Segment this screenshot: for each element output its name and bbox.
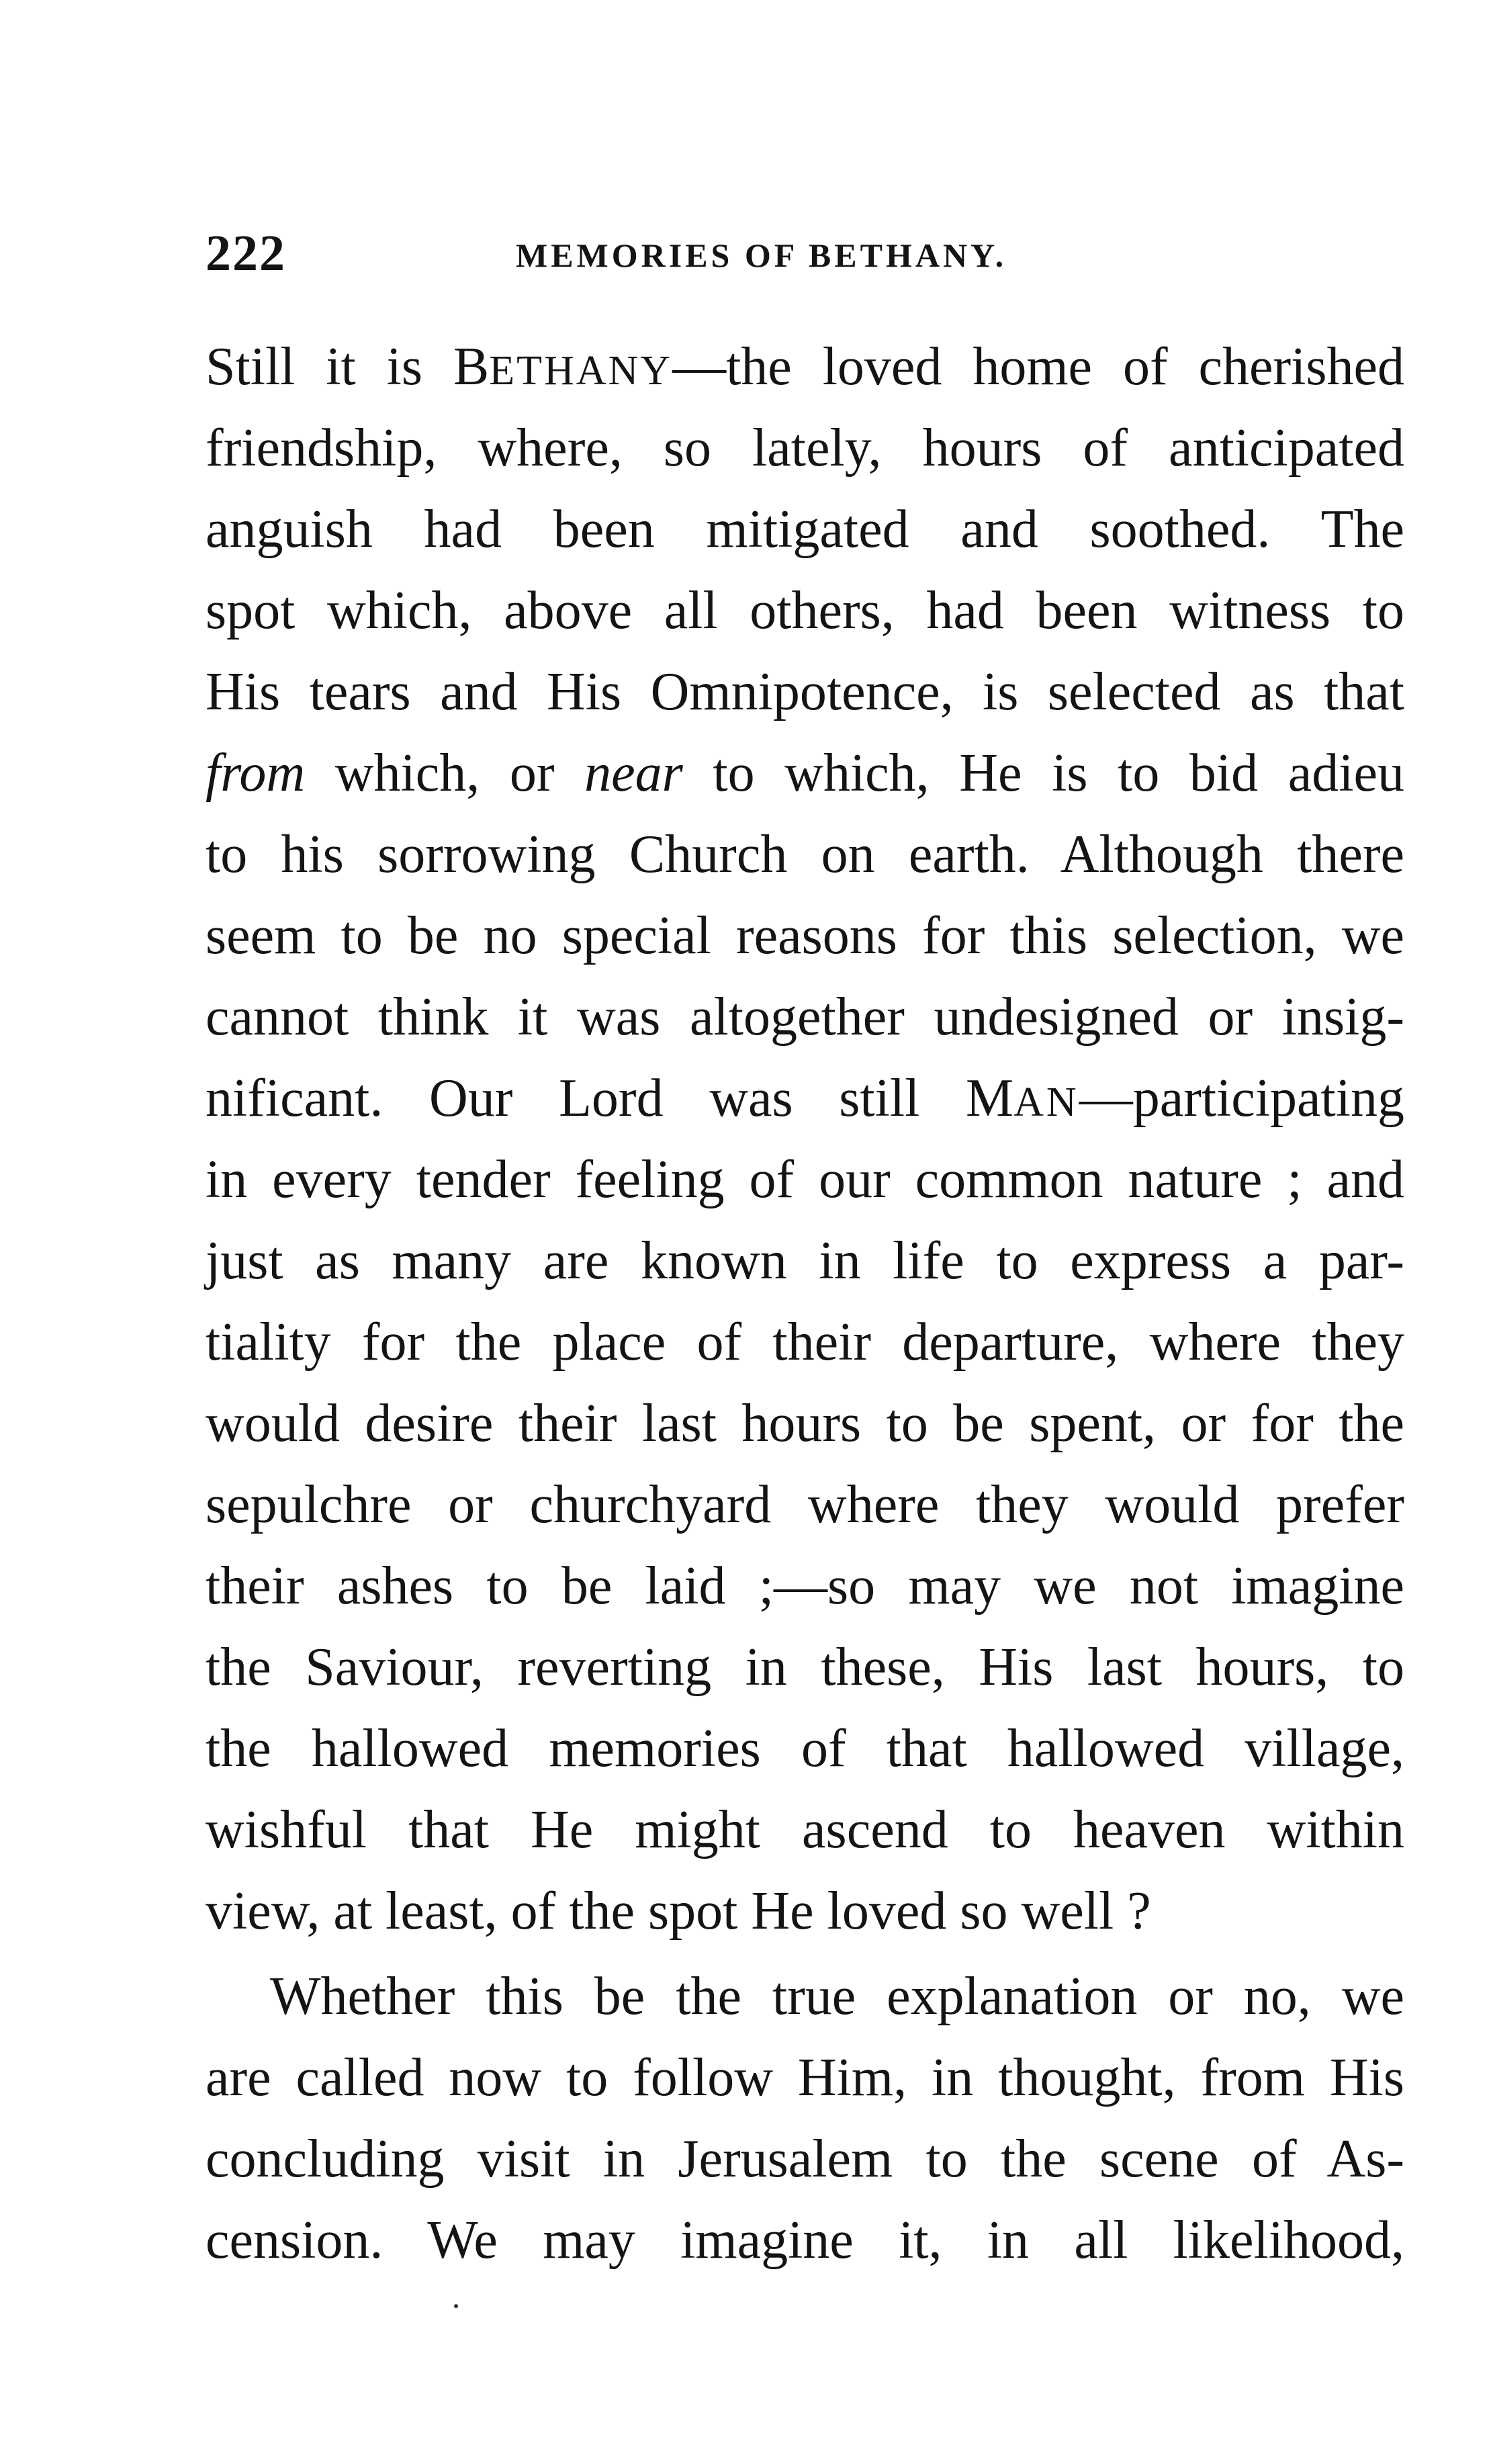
small-caps-text: AN xyxy=(1013,1080,1079,1125)
running-title: MEMORIES OF BETHANY. xyxy=(516,236,1007,274)
italic-word: from xyxy=(206,744,306,803)
text-line: spot which, above all others, had been witness to xyxy=(206,581,1404,640)
text-line: cannot think it was altogether undesigned or insig- xyxy=(206,987,1404,1047)
text-line xyxy=(206,326,1404,408)
italic-word: near xyxy=(584,744,683,803)
text-line: the hallowed memories of that hallowed village, xyxy=(206,1719,1404,1778)
text-run: which, or xyxy=(305,744,585,803)
text-line: wishful that He might ascend to heaven within xyxy=(206,1800,1404,1859)
small-caps-initial: M xyxy=(966,1069,1014,1128)
stray-ink-mark xyxy=(454,2304,458,2308)
body-text xyxy=(206,326,1404,2281)
text-line: His tears and His Omnipotence, is selected as that xyxy=(206,662,1404,721)
text-line: tiality for the place of their departure, where they xyxy=(206,1313,1404,1372)
text-line: Whether this be the true explanation or no, we xyxy=(270,1967,1404,2026)
text-run: to which, He is to bid adieu xyxy=(682,744,1404,803)
text-line: seem to be no special reasons for this selection, we xyxy=(206,906,1404,965)
text-line xyxy=(206,733,1404,814)
text-run: —the loved home of cherished xyxy=(672,337,1404,396)
small-caps-text: ETHANY xyxy=(489,348,673,394)
text-run: Still it is xyxy=(206,337,453,396)
page-number: 222 xyxy=(206,225,286,281)
text-line: concluding visit in Jerusalem to the scene of As- xyxy=(206,2129,1404,2189)
text-line xyxy=(206,1058,1404,1139)
text-line: the Saviour, reverting in these, His last hours, to xyxy=(206,1638,1404,1697)
running-head xyxy=(206,223,1404,283)
text-line: just as many are known in life to express a par- xyxy=(206,1231,1404,1290)
text-line: friendship, where, so lately, hours of anticipated xyxy=(206,419,1404,478)
text-run: nificant. Our Lord was still xyxy=(206,1069,966,1128)
text-line: anguish had been mitigated and soothed. The xyxy=(206,500,1404,559)
text-run: —participating xyxy=(1079,1069,1404,1128)
text-line: view, at least, of the spot He loved so well ? xyxy=(206,1882,1151,1941)
text-line: are called now to follow Him, in thought, from His xyxy=(206,2048,1404,2107)
small-caps-initial: B xyxy=(453,337,490,396)
text-line: would desire their last hours to be spent, or for the xyxy=(206,1394,1404,1453)
text-line: sepulchre or churchyard where they would prefer xyxy=(206,1475,1404,1534)
text-line: cension. We may imagine it, in all likelihood, xyxy=(206,2211,1404,2270)
text-line: their ashes to be laid ;—so may we not imagine xyxy=(206,1556,1404,1616)
text-line: to his sorrowing Church on earth. Although there xyxy=(206,825,1404,884)
text-line: in every tender feeling of our common nature ; and xyxy=(206,1150,1404,1209)
